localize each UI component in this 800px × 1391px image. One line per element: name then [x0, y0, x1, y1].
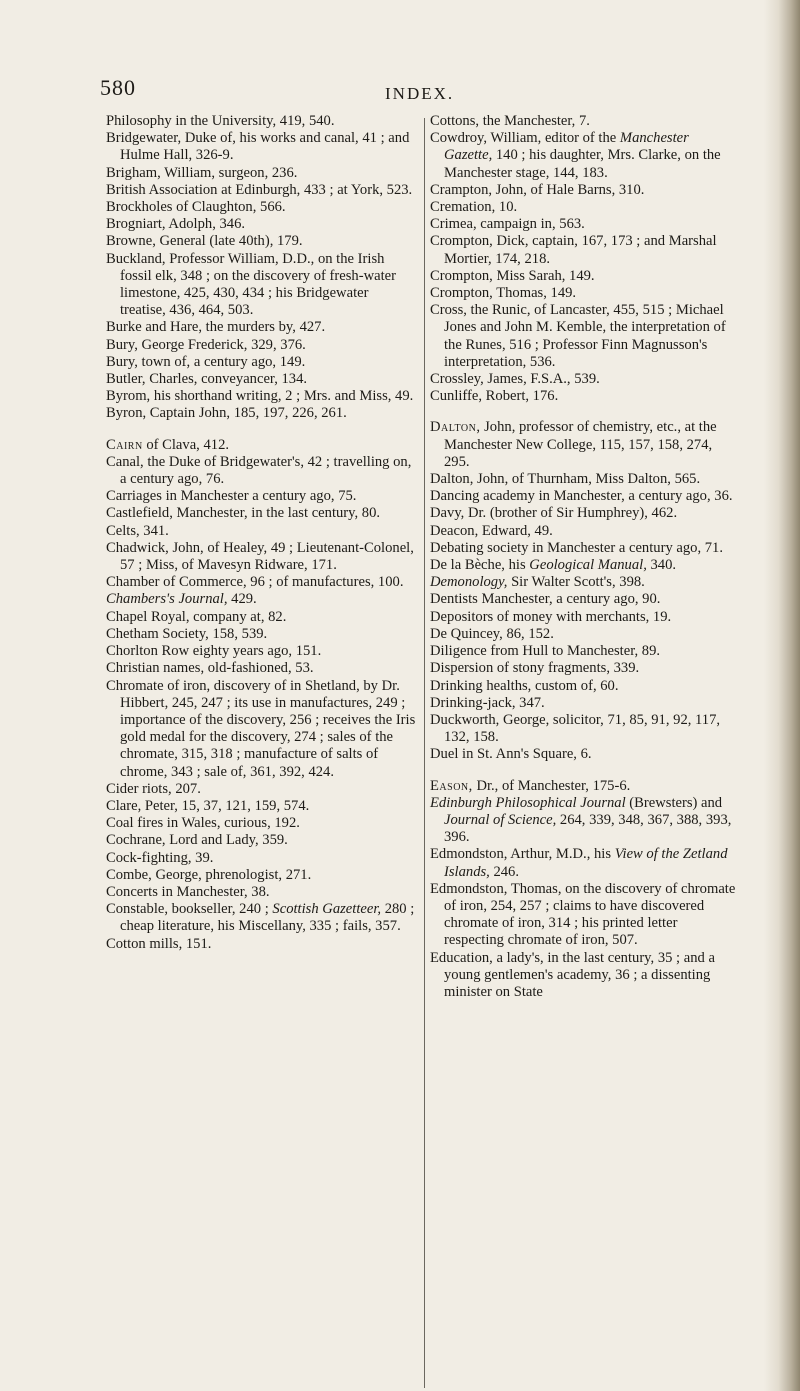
index-entry [106, 354, 416, 371]
entry-text: Dancing academy in Manchester, a century ago, 36. [430, 488, 733, 505]
index-entry [430, 285, 740, 302]
index-entry [106, 337, 416, 354]
page-title: INDEX. [385, 84, 455, 103]
entry-text: Bury, George Frederick, 329, 376. [106, 336, 306, 353]
index-entry [106, 437, 416, 454]
entry-after: 340. [646, 557, 677, 574]
entry-text: Drinking-jack, 347. [430, 694, 545, 711]
entry-text: Byron, Captain John, 185, 197, 226, 261. [106, 405, 347, 422]
index-entry [106, 216, 416, 233]
entry-text: Crampton, John, of Hale Barns, 310. [430, 181, 645, 198]
entry-italic: Geological Manual, [529, 557, 647, 574]
entry-text: Cider riots, 207. [106, 780, 201, 797]
entry-text: Drinking healths, custom of, 60. [430, 677, 619, 694]
entry-text: Crompton, Miss Sarah, 149. [430, 267, 595, 284]
index-entry [430, 643, 740, 660]
entry-text: John, professor of chemistry, etc., at the Manchester New College, 115, 157, 158, 274, 295. [444, 419, 717, 470]
index-entry [430, 216, 740, 233]
entry-italic: Scottish Gazetteer, [272, 901, 382, 918]
entry-text: Chadwick, John, of Healey, 49 ; Lieutenant-Colonel, 57 ; Miss, of Mavesyn Ridware, 171. [106, 539, 414, 574]
index-entry [430, 950, 740, 1002]
entry-text: Dr., of Manchester, 175-6. [472, 777, 631, 794]
index-entry [430, 523, 740, 540]
entry-text: Celts, 341. [106, 522, 169, 539]
entry-text: Browne, General (late 40th), 179. [106, 233, 303, 250]
entry-text: Byrom, his shorthand writing, 2 ; Mrs. and Miss, 49. [106, 388, 414, 405]
entry-text: Duckworth, George, solicitor, 71, 85, 91, 92, 117, 132, 158. [430, 711, 721, 746]
index-entry [106, 505, 416, 522]
entry-text: Philosophy in the University, 419, 540. [106, 113, 335, 129]
entry-sc: Eason, [430, 777, 473, 794]
entry-italic: View of the Zetland Islands, [444, 846, 728, 880]
entry-text: Depositors of money with merchants, 19. [430, 608, 672, 625]
entry-text: 429. [227, 591, 257, 608]
entry-text: Chamber of Commerce, 96 ; of manufactures, 100. [106, 574, 404, 591]
entry-text: Chromate of iron, discovery of in Shetland, by Dr. Hibbert, 245, 247 ; its use in manufactures, 249 ; importance of the discovery, 256 ; receives the Iris gold medal for the discovery, 274 ; sales of the chromate, 315, 318 ; manufacture of salts of chrome, 343 ; sale of, 361, 392, 424. [106, 677, 416, 780]
index-entry [430, 591, 740, 608]
index-entry [106, 199, 416, 216]
entry-after: 280 ; cheap literature, his Miscellany, 335 ; fails, 357. [120, 901, 415, 935]
entry-text: Combe, George, phrenologist, 271. [106, 866, 312, 883]
index-entry [430, 881, 740, 950]
entry-italic: Demonology, [430, 574, 508, 591]
index-entry [106, 130, 416, 164]
entry-text: Castlefield, Manchester, in the last century, 80. [106, 505, 381, 522]
entry-after: 246. [489, 863, 519, 880]
index-entry [106, 850, 416, 867]
index-entry [106, 936, 416, 953]
entry-italic2: Journal of Science, [444, 811, 557, 828]
index-entry [106, 574, 416, 591]
entry-text: Dentists Manchester, a century ago, 90. [430, 591, 661, 608]
entry-text: Cunliffe, Robert, 176. [430, 388, 559, 405]
index-entry [430, 846, 740, 880]
entry-text: Chapel Royal, company at, 82. [106, 608, 287, 625]
entry-text: Cowdroy, William, editor of the [430, 130, 620, 147]
index-entry [430, 388, 740, 405]
index-entry [430, 130, 740, 182]
entry-after: 140 ; his daughter, Mrs. Clarke, on the Manchester stage, 144, 183. [444, 147, 721, 181]
index-entry [106, 798, 416, 815]
index-entry [106, 523, 416, 540]
entry-text: Carriages in Manchester a century ago, 75. [106, 488, 357, 505]
entry-text: Clare, Peter, 15, 37, 121, 159, 574. [106, 797, 310, 814]
index-entry [106, 781, 416, 798]
entry-text: Concerts in Manchester, 38. [106, 883, 270, 900]
index-entry [430, 574, 740, 591]
index-entry [430, 695, 740, 712]
entry-text: Bury, town of, a century ago, 149. [106, 353, 306, 370]
entry-text: Deacon, Edward, 49. [430, 522, 553, 539]
column-divider [424, 118, 425, 1388]
entry-italic: Chambers's Journal, [106, 591, 228, 608]
entry-text: British Association at Edinburgh, 433 ; at York, 523. [106, 181, 413, 198]
entry-text: Dalton, John, of Thurnham, Miss Dalton, 565. [430, 471, 701, 488]
entry-text: Burke and Hare, the murders by, 427. [106, 319, 326, 336]
entry-text: Education, a lady's, in the last century, 35 ; and a young gentlemen's academy, 36 ; a dissenting minister on State [430, 949, 715, 1000]
index-entry [106, 660, 416, 677]
entry-text: Crimea, campaign in, 563. [430, 216, 585, 233]
entry-text: Canal, the Duke of Bridgewater's, 42 ; travelling on, a century ago, 76. [106, 453, 412, 488]
index-entry [106, 540, 416, 574]
index-entry [430, 712, 740, 746]
index-entry [430, 488, 740, 505]
entry-text: De Quincey, 86, 152. [430, 625, 554, 642]
index-entry [106, 867, 416, 884]
index-entry [106, 454, 416, 488]
entry-text: Cock-fighting, 39. [106, 849, 214, 866]
index-entry [430, 182, 740, 199]
index-entry [430, 371, 740, 388]
entry-text: Christian names, old-fashioned, 53. [106, 660, 314, 677]
index-entry [430, 505, 740, 522]
entry-text: Duel in St. Ann's Square, 6. [430, 746, 592, 763]
index-entry [430, 419, 740, 471]
entry-text: Coal fires in Wales, curious, 192. [106, 815, 300, 832]
index-entry [430, 609, 740, 626]
entry-text: Chorlton Row eighty years ago, 151. [106, 643, 322, 660]
entry-text: Brockholes of Claughton, 566. [106, 199, 286, 216]
entry-text: Buckland, Professor William, D.D., on the Irish fossil elk, 348 ; on the discovery of fresh-water limestone, 425, 430, 434 ; his Bridgewater treatise, 436, 464, 503. [106, 250, 396, 319]
index-entry [430, 540, 740, 557]
entry-text: Crompton, Thomas, 149. [430, 285, 577, 302]
entry-text: Cottons, the Manchester, 7. [430, 113, 590, 129]
index-entry [106, 113, 416, 130]
entry-sc: Dalton, [430, 419, 481, 436]
entry-text: Cross, the Runic, of Lancaster, 455, 515 ; Michael Jones and John M. Kemble, the interpretation of the Runes, 516 ; Professor Finn Magnusson's interpretation, 536. [430, 302, 726, 370]
entry-text: Cremation, 10. [430, 199, 518, 216]
index-entry [106, 678, 416, 781]
entry-text: Dispersion of stony fragments, 339. [430, 660, 640, 677]
entry-text: Chetham Society, 158, 539. [106, 625, 268, 642]
index-entry [106, 371, 416, 388]
page-edge-shadow [764, 0, 800, 1391]
entry-text: Brigham, William, surgeon, 236. [106, 164, 298, 181]
entry-text: Cochrane, Lord and Lady, 359. [106, 832, 288, 849]
index-entry [430, 233, 740, 267]
page-number: 580 [100, 75, 136, 100]
index-entry [430, 778, 740, 795]
index-entry [430, 302, 740, 371]
index-entry [430, 113, 740, 130]
index-entry [430, 557, 740, 574]
index-entry [106, 233, 416, 250]
entry-italic: Edinburgh Philosophical Journal [430, 794, 626, 811]
index-entry [106, 165, 416, 182]
index-entry [106, 609, 416, 626]
entry-text: Cotton mills, 151. [106, 935, 212, 952]
index-entry [106, 832, 416, 849]
index-entry [106, 884, 416, 901]
index-entry [106, 626, 416, 643]
entry-text: Butler, Charles, conveyancer, 134. [106, 371, 308, 388]
index-entry [106, 815, 416, 832]
index-entry [430, 660, 740, 677]
index-entry [430, 268, 740, 285]
index-entry [106, 643, 416, 660]
index-entry [430, 471, 740, 488]
entry-text: Bridgewater, Duke of, his works and canal, 41 ; and Hulme Hall, 326-9. [106, 130, 410, 164]
index-entry [430, 746, 740, 763]
index-entry [430, 678, 740, 695]
entry-italic: Manchester Gazette, [444, 130, 689, 164]
entry-text: Edmondston, Thomas, on the discovery of chromate of iron, 254, 257 ; claims to have discovered chromate of iron, 314 ; his printed letter respecting chromate of iron, 507. [430, 880, 736, 949]
entry-text: Brogniart, Adolph, 346. [106, 216, 246, 233]
index-entry [106, 591, 416, 608]
entry-text: De la Bèche, his [430, 557, 530, 574]
entry-text: Davy, Dr. (brother of Sir Humphrey), 462. [430, 505, 678, 522]
index-entry [106, 488, 416, 505]
entry-text: (Brewsters) and [625, 794, 723, 811]
index-column-right [430, 113, 740, 1001]
index-entry [106, 388, 416, 405]
entry-after: 264, 339, 348, 367, 388, 393, 396. [444, 811, 732, 846]
index-entry [106, 901, 416, 935]
entry-text: Crossley, James, F.S.A., 539. [430, 371, 600, 388]
index-entry [106, 405, 416, 422]
index-column-left [106, 113, 416, 953]
index-entry [106, 251, 416, 320]
entry-text: Constable, bookseller, 240 ; [106, 901, 273, 918]
entry-sc: Cairn [106, 436, 143, 453]
entry-text: Crompton, Dick, captain, 167, 173 ; and Marshal Mortier, 174, 218. [430, 233, 717, 267]
index-entry [430, 626, 740, 643]
index-entry [106, 319, 416, 336]
entry-text: Sir Walter Scott's, 398. [507, 574, 645, 591]
index-entry [106, 182, 416, 199]
entry-text: Edmondston, Arthur, M.D., his [430, 846, 615, 863]
entry-text: Diligence from Hull to Manchester, 89. [430, 643, 661, 660]
index-entry [430, 199, 740, 216]
entry-text: of Clava, 412. [142, 436, 230, 453]
index-entry [430, 795, 740, 847]
entry-text: Debating society in Manchester a century ago, 71. [430, 539, 723, 556]
